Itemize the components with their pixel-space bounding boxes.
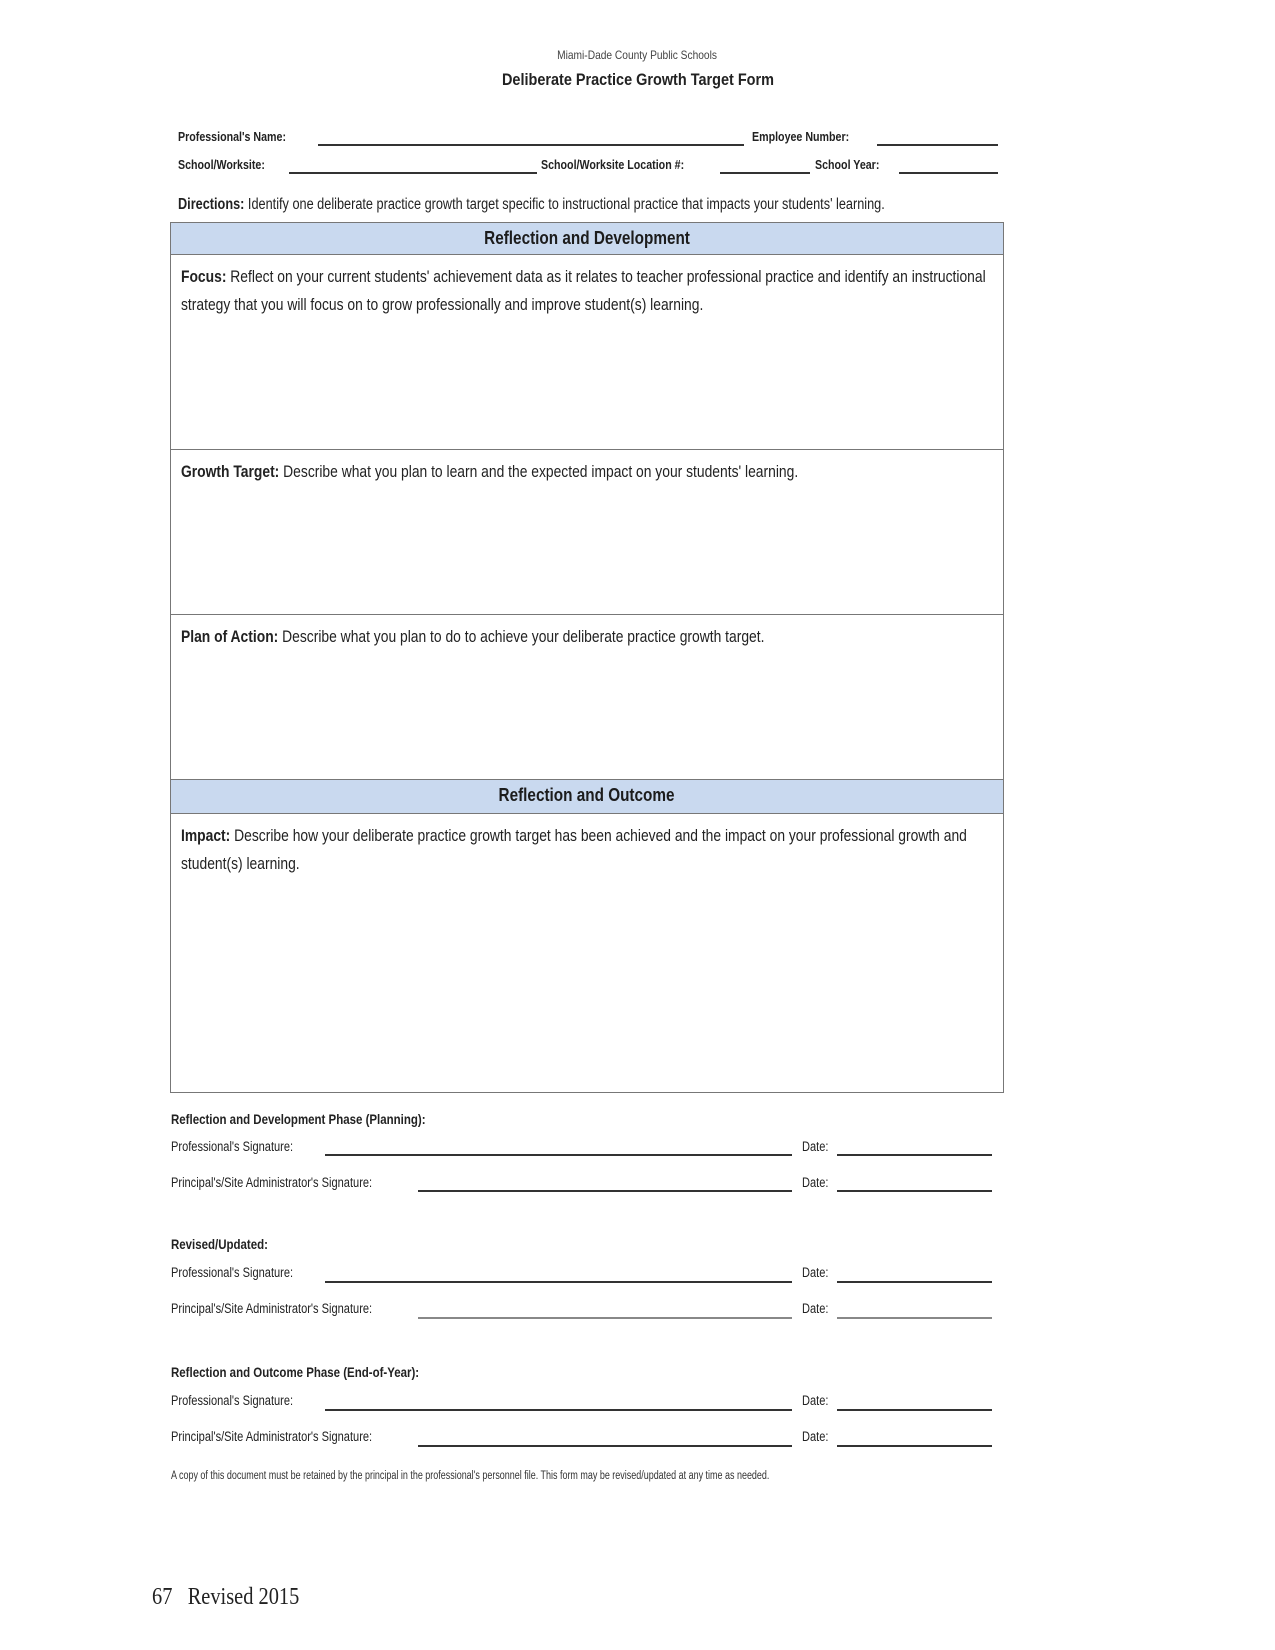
- location-label: School/Worksite Location #:: [541, 157, 685, 172]
- revised-professional-date-field[interactable]: [837, 1281, 992, 1283]
- planning-principal-date-label: Date:: [802, 1175, 829, 1190]
- employee-number-label: Employee Number:: [752, 129, 850, 144]
- outcome-professional-signature-label: Professional's Signature:: [171, 1393, 294, 1408]
- location-field[interactable]: [720, 172, 810, 174]
- planning-principal-date-field[interactable]: [837, 1190, 992, 1192]
- outcome-phase-heading: Reflection and Outcome Phase (End-of-Year):: [171, 1364, 420, 1380]
- form-box: [170, 222, 1004, 1093]
- planning-principal-signature-field[interactable]: [418, 1190, 792, 1192]
- footnote: A copy of this document must be retained by the principal in the professional's personnel file. This form may be revised/updated at any time as needed.: [171, 1470, 770, 1482]
- outcome-professional-date-label: Date:: [802, 1393, 829, 1408]
- revised-principal-date-field[interactable]: [837, 1317, 992, 1319]
- directions: Directions: Identify one deliberate practice growth target specific to instructional practice that impacts your students' learning.: [178, 196, 885, 213]
- planning-phase-heading: Reflection and Development Phase (Planning):: [171, 1111, 426, 1127]
- school-year-label: School Year:: [815, 157, 880, 172]
- reflection-outcome-heading: Reflection and Outcome: [171, 779, 1003, 814]
- school-worksite-field[interactable]: [289, 172, 537, 174]
- outcome-principal-signature-field[interactable]: [418, 1445, 792, 1447]
- page-footer: 67 Revised 2015: [152, 1584, 300, 1610]
- revised-principal-date-label: Date:: [802, 1301, 829, 1316]
- professional-name-label: Professional's Name:: [178, 129, 286, 144]
- outcome-professional-date-field[interactable]: [837, 1409, 992, 1411]
- impact-section[interactable]: Impact: Describe how your deliberate practice growth target has been achieved and the impact on your professional growth and student(s) learning.: [181, 827, 967, 873]
- outcome-principal-date-label: Date:: [802, 1429, 829, 1444]
- plan-of-action-section[interactable]: Plan of Action: Describe what you plan to do to achieve your deliberate practice growth target.: [181, 628, 765, 646]
- form-title: Deliberate Practice Growth Target Form: [501, 70, 774, 89]
- employee-number-field[interactable]: [877, 144, 998, 146]
- organization-name: Miami-Dade County Public Schools: [557, 48, 718, 62]
- outcome-professional-signature-field[interactable]: [325, 1409, 792, 1411]
- planning-principal-signature-label: Principal's/Site Administrator's Signature:: [171, 1175, 373, 1190]
- planning-professional-signature-label: Professional's Signature:: [171, 1139, 294, 1154]
- school-year-field[interactable]: [899, 172, 998, 174]
- planning-professional-date-field[interactable]: [837, 1154, 992, 1156]
- revised-heading: Revised/Updated:: [171, 1236, 268, 1252]
- revised-principal-signature-field[interactable]: [418, 1317, 792, 1319]
- outcome-principal-signature-label: Principal's/Site Administrator's Signature:: [171, 1429, 373, 1444]
- planning-professional-date-label: Date:: [802, 1139, 829, 1154]
- outcome-principal-date-field[interactable]: [837, 1445, 992, 1447]
- revised-professional-signature-field[interactable]: [325, 1281, 792, 1283]
- revised-professional-date-label: Date:: [802, 1265, 829, 1280]
- growth-target-section[interactable]: Growth Target: Describe what you plan to learn and the expected impact on your students' learning.: [171, 450, 1003, 615]
- revised-professional-signature-label: Professional's Signature:: [171, 1265, 294, 1280]
- school-worksite-label: School/Worksite:: [178, 157, 265, 172]
- professional-name-field[interactable]: [318, 144, 744, 146]
- focus-section[interactable]: Focus: Reflect on your current students' achievement data as it relates to teacher professional practice and identify an instructional strategy that you will focus on to grow professionally and improve student(s) learning.: [171, 255, 1003, 450]
- revised-principal-signature-label: Principal's/Site Administrator's Signature:: [171, 1301, 373, 1316]
- planning-professional-signature-field[interactable]: [325, 1154, 792, 1156]
- reflection-development-heading: Reflection and Development: [171, 222, 1003, 255]
